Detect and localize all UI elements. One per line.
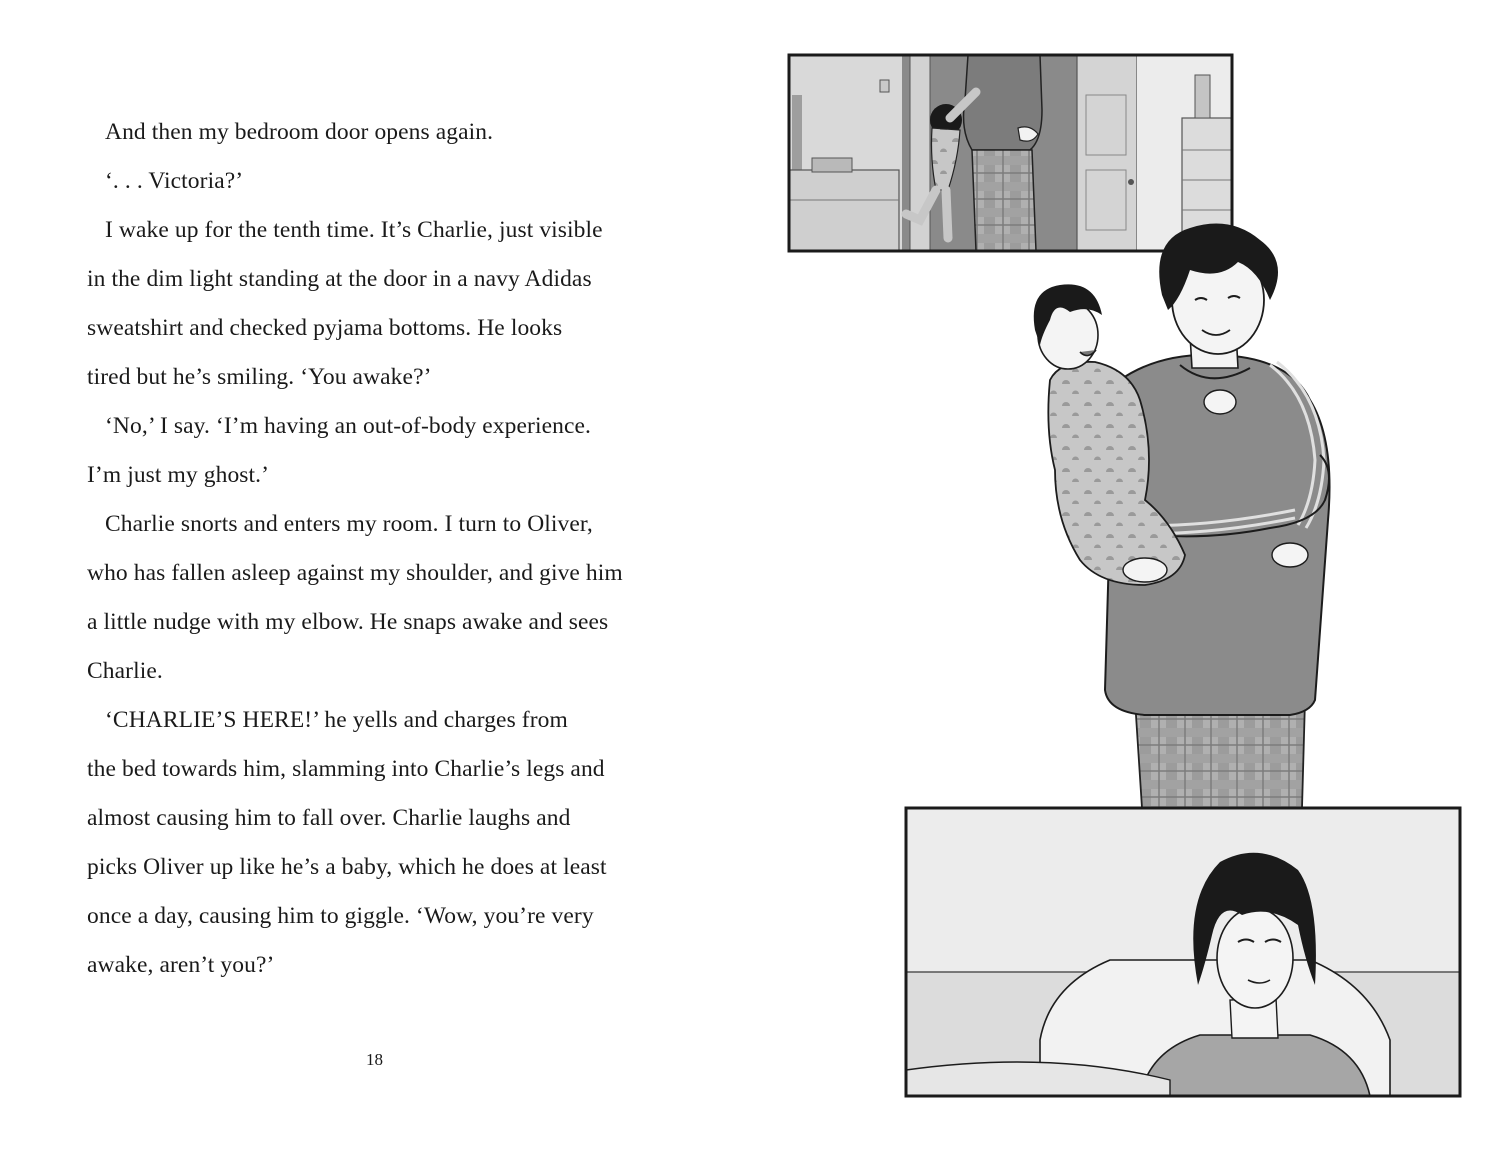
text-line: I wake up for the tenth time. It’s Charlie, just visible xyxy=(105,217,603,243)
text-line: I’m just my ghost.’ xyxy=(87,462,270,488)
hug-figure xyxy=(1034,224,1330,808)
text-line: almost causing him to fall over. Charlie laughs and xyxy=(87,805,571,831)
text-line: Charlie snorts and enters my room. I turn to Oliver, xyxy=(105,511,593,537)
text-line: ‘. . . Victoria?’ xyxy=(105,168,244,194)
text-line: a little nudge with my elbow. He snaps awake and sees xyxy=(87,609,609,635)
text-line: the bed towards him, slamming into Charlie’s legs and xyxy=(87,756,605,782)
text-line: once a day, causing him to giggle. ‘Wow, you’re very xyxy=(87,903,594,929)
text-line: ‘CHARLIE’S HERE!’ he yells and charges from xyxy=(105,707,568,733)
text-line: sweatshirt and checked pyjama bottoms. He looks xyxy=(87,315,563,341)
text-line: who has fallen asleep against my shoulder, and give him xyxy=(87,560,623,586)
comic-illustration xyxy=(750,0,1500,1151)
text-line: And then my bedroom door opens again. xyxy=(105,119,494,145)
story-text xyxy=(87,108,667,990)
text-line: picks Oliver up like he’s a baby, which he does at least xyxy=(87,854,607,880)
text-line: Charlie. xyxy=(87,658,163,684)
text-line: tired but he’s smiling. ‘You awake?’ xyxy=(87,364,432,390)
bed-panel xyxy=(906,808,1460,1096)
right-page xyxy=(750,0,1500,1151)
text-line: in the dim light standing at the door in a navy Adidas xyxy=(87,266,592,292)
text-line: ‘No,’ I say. ‘I’m having an out-of-body experience. xyxy=(105,413,592,439)
page-number: 18 xyxy=(366,1050,383,1069)
text-line: awake, aren’t you?’ xyxy=(87,952,275,978)
doorway-panel xyxy=(789,55,1232,251)
